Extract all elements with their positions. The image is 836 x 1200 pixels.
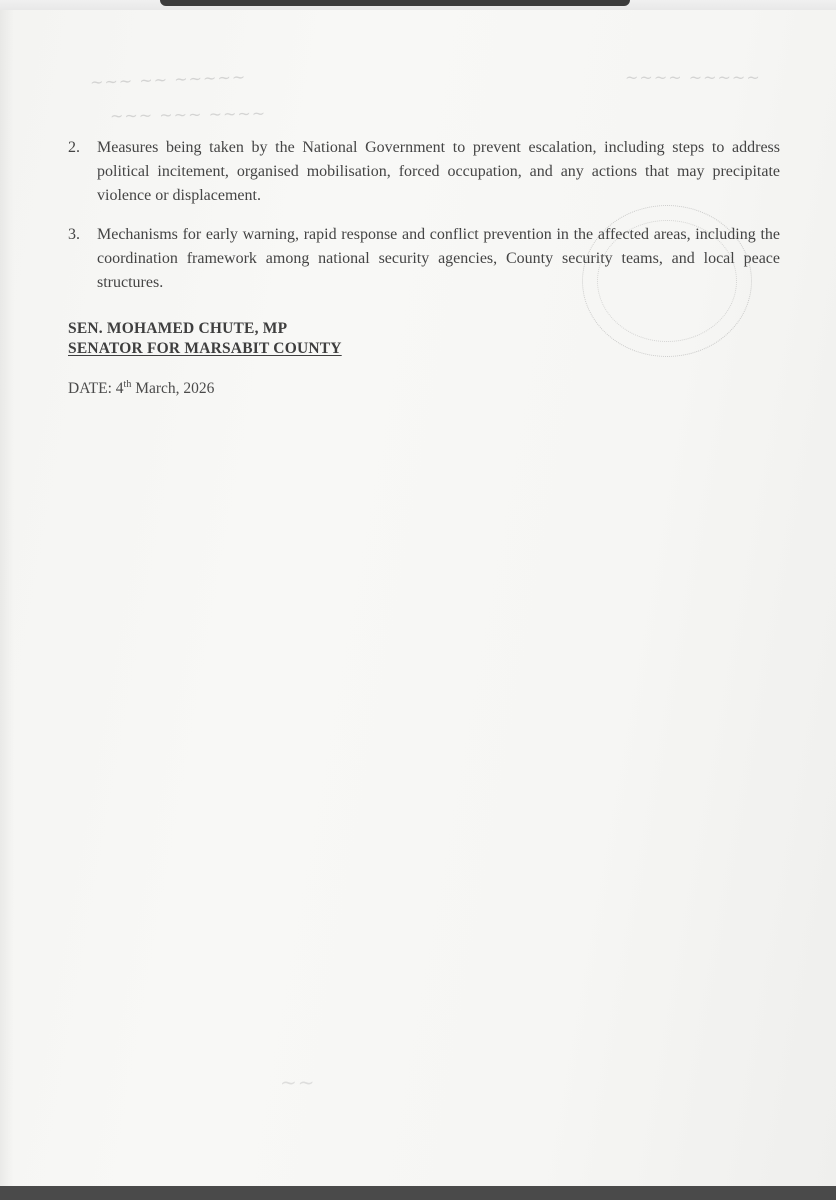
bleed-through-mark: ~~~~ ~~~~~: [625, 68, 761, 87]
date-rest: March, 2026: [131, 380, 215, 397]
list-item-3: [68, 223, 780, 295]
list-item-text: Measures being taken by the National Government to prevent escalation, including steps to address political incitement, organised mobilisation, forced occupation, and any actions that may precipitate violence or displacement.: [97, 139, 780, 204]
list-item-2: [68, 136, 780, 208]
document-date: [68, 379, 214, 398]
date-label: DATE: 4: [68, 380, 124, 397]
scanner-shadow: [160, 0, 630, 6]
page-top-edge: [0, 0, 836, 10]
bleed-through-mark: ~~~ ~~~ ~~~~: [109, 103, 267, 126]
signatory-title: SENATOR FOR MARSABIT COUNTY: [68, 340, 342, 357]
bleed-through-mark: ~~: [280, 1070, 316, 1094]
list-item-number: 3.: [68, 226, 80, 243]
list-item-text: Mechanisms for early warning, rapid response and conflict prevention in the affected areas, including the coordination framework among national security agencies, County security teams, and local peace structures.: [97, 226, 780, 291]
page-bottom-edge: [0, 1186, 836, 1200]
date-ordinal: th: [123, 379, 132, 390]
signatory-name: SEN. MOHAMED CHUTE, MP: [68, 320, 288, 337]
page-shadow: [0, 10, 14, 1186]
list-item-number: 2.: [68, 139, 80, 156]
bleed-through-mark: ~~~ ~~ ~~~~~: [89, 67, 247, 92]
